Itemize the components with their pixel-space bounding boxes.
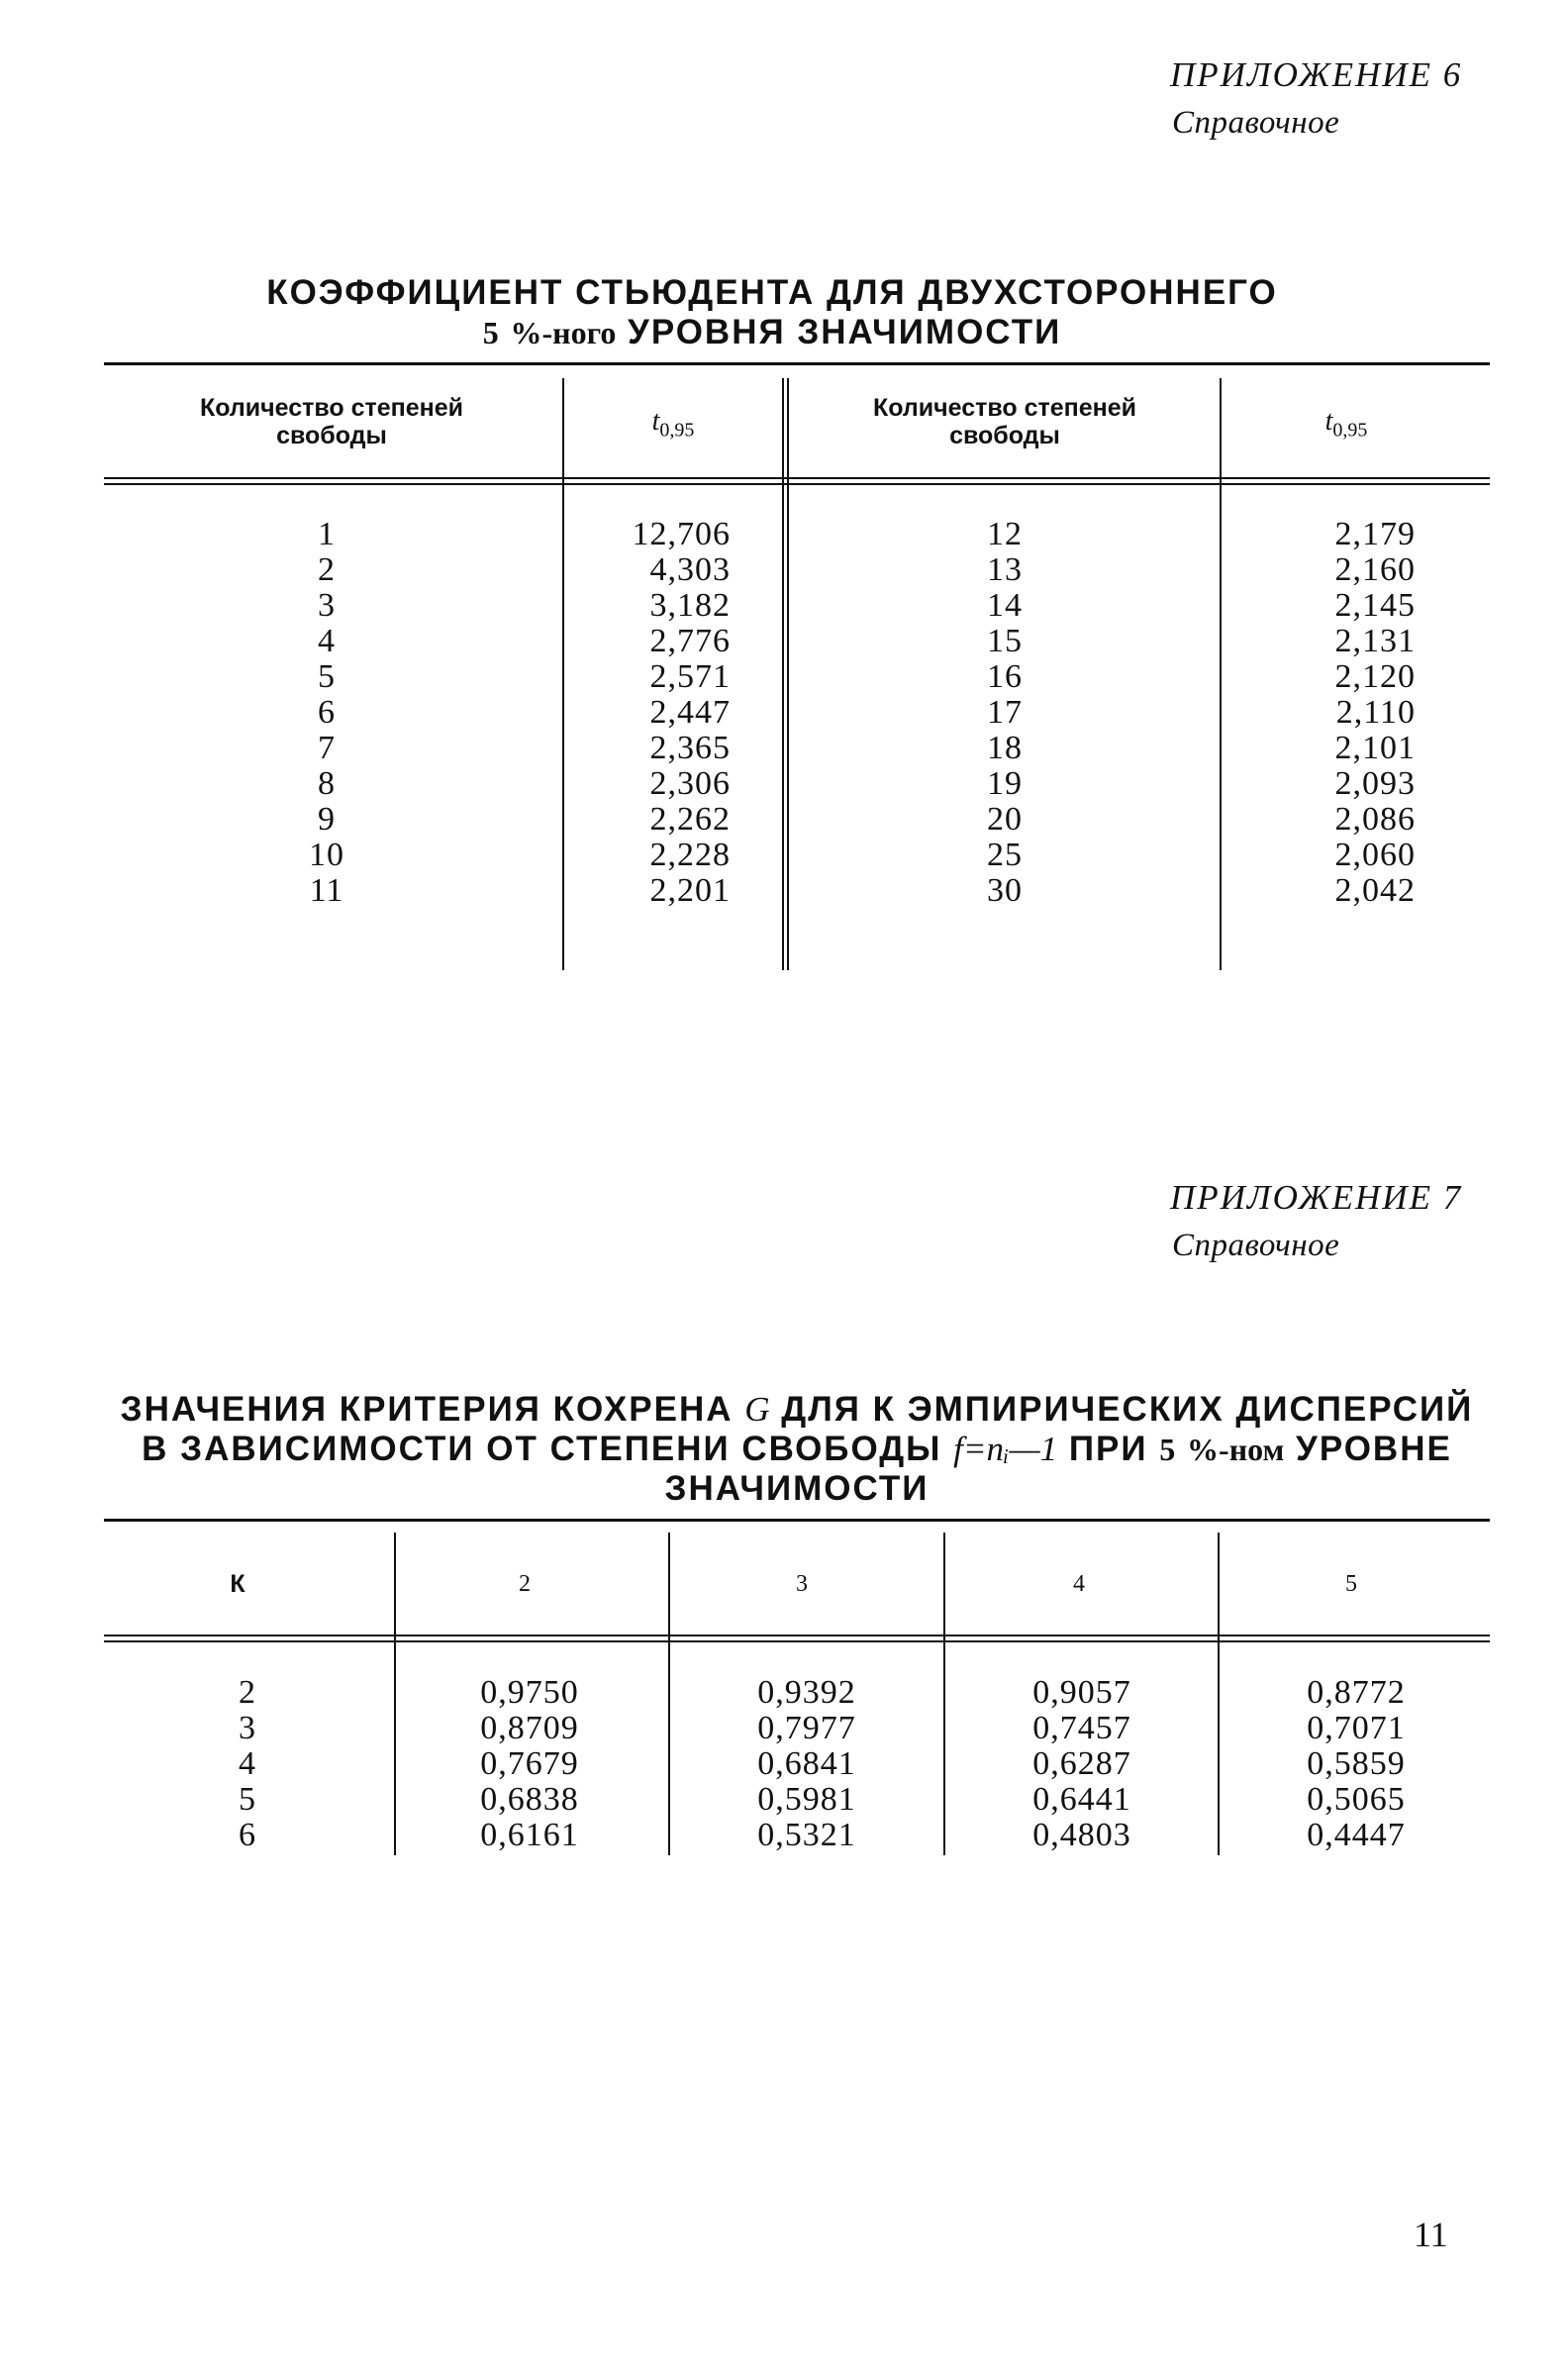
table2-cell-k: 4 xyxy=(239,1745,256,1782)
table1-header-rule-a xyxy=(104,477,1490,479)
table1-cell-t: 2,776 xyxy=(649,623,731,659)
table1-cell-dof: 20 xyxy=(987,801,1023,838)
table2-cell-value: 0,7977 xyxy=(757,1710,856,1746)
table1-cell-t: 2,131 xyxy=(1334,623,1416,659)
table2-cell-value: 0,5321 xyxy=(757,1817,856,1853)
table1-cell-dof: 7 xyxy=(318,730,336,766)
table2-cell-value: 0,6287 xyxy=(1032,1745,1131,1782)
table1-cell-dof: 15 xyxy=(987,623,1023,659)
table2-cell-value: 0,7071 xyxy=(1307,1710,1406,1746)
table1-cell-dof: 4 xyxy=(318,623,336,659)
table1-title-rest: УРОВНЯ ЗНАЧИМОСТИ xyxy=(628,313,1062,351)
table1-cell-t: 4,303 xyxy=(649,551,731,588)
table2-title-part4: ПРИ xyxy=(1068,1430,1148,1468)
table2-title-line1 xyxy=(104,1390,1490,1430)
table1-header-t-right xyxy=(1267,408,1425,445)
page-number: 11 xyxy=(1414,2215,1448,2254)
table1-divider-3 xyxy=(1220,378,1222,970)
table1-cell-dof: 1 xyxy=(318,516,336,552)
table2-title-part5: УРОВНЕ xyxy=(1296,1430,1452,1468)
table2-header-5: 5 xyxy=(1345,1571,1357,1597)
table1-cell-t: 2,110 xyxy=(1335,694,1416,731)
table1-cell-dof: 18 xyxy=(987,730,1023,766)
table1-right-t-column xyxy=(1257,517,1416,909)
table1-header-dof-right: Количество степеней свободы xyxy=(872,394,1137,449)
table2-cell-value: 0,9057 xyxy=(1032,1674,1131,1711)
appendix-6-title: ПРИЛОЖЕНИЕ 6 xyxy=(1170,55,1463,94)
table2-cell-value: 0,8709 xyxy=(480,1710,579,1746)
table1-top-rule xyxy=(104,362,1490,365)
table1-cell-t: 12,706 xyxy=(632,516,731,552)
table2-col3 xyxy=(733,1675,881,1853)
table1-cell-dof: 25 xyxy=(987,837,1023,873)
table1-cell-t: 2,571 xyxy=(649,658,731,695)
table2-cell-k: 5 xyxy=(239,1781,256,1818)
appendix-7-title: ПРИЛОЖЕНИЕ 7 xyxy=(1170,1178,1463,1217)
table1-left-t-column xyxy=(574,517,731,909)
table2-cell-value: 0,7457 xyxy=(1032,1710,1131,1746)
table1-header-dof-left: Количество степеней свободы xyxy=(199,394,464,449)
appendix-7-subtitle: Справочное xyxy=(1172,1228,1340,1263)
table1-title xyxy=(158,273,1386,352)
table1-title-line2 xyxy=(158,313,1386,352)
table1-cell-dof: 10 xyxy=(309,837,344,873)
table1-cell-t: 2,365 xyxy=(649,730,731,766)
table1-cell-t: 2,201 xyxy=(649,872,731,909)
table2-title xyxy=(104,1390,1490,1509)
table1-cell-t: 2,160 xyxy=(1334,551,1416,588)
table1-cell-dof: 8 xyxy=(318,765,336,802)
table2-k-column xyxy=(218,1675,277,1853)
table1-cell-dof: 13 xyxy=(987,551,1023,588)
table1-cell-t: 2,447 xyxy=(649,694,731,731)
t-sub: 0,95 xyxy=(1332,419,1368,442)
table2-cell-value: 0,9750 xyxy=(480,1674,579,1711)
table1-header-rule-b xyxy=(104,483,1490,485)
table1-title-num: 5 xyxy=(482,315,499,350)
table1-cell-dof: 6 xyxy=(318,694,336,731)
table2-cell-value: 0,8772 xyxy=(1307,1674,1406,1711)
table2-top-rule xyxy=(104,1519,1490,1522)
t-label: t xyxy=(651,406,660,437)
table2-cell-value: 0,6841 xyxy=(757,1745,856,1782)
table1-cell-t: 2,060 xyxy=(1334,837,1416,873)
table1-cell-t: 2,179 xyxy=(1334,516,1416,552)
table2-cell-value: 0,5859 xyxy=(1307,1745,1406,1782)
table2-cell-k: 3 xyxy=(239,1710,256,1746)
table1-cell-t: 3,182 xyxy=(649,587,731,624)
table1-cell-dof: 5 xyxy=(318,658,336,695)
table2-cell-value: 0,6161 xyxy=(480,1817,579,1853)
table2-cell-k: 6 xyxy=(239,1817,256,1853)
table2-col4 xyxy=(1008,1675,1156,1853)
table1-divider-2a xyxy=(782,378,784,970)
table1-cell-t: 2,228 xyxy=(649,837,731,873)
table2-title-pct: %-ном xyxy=(1187,1432,1285,1467)
table1-right-dof-column xyxy=(975,517,1034,909)
table1-cell-dof: 17 xyxy=(987,694,1023,731)
table1-cell-dof: 11 xyxy=(309,872,344,909)
table2-divider-1 xyxy=(394,1533,396,1855)
table2-cell-value: 0,6838 xyxy=(480,1781,579,1818)
table2-cell-value: 0,4803 xyxy=(1032,1817,1131,1853)
table1-cell-t: 2,086 xyxy=(1334,801,1416,838)
table1-cell-t: 2,306 xyxy=(649,765,731,802)
table1-title-pct: %-ного xyxy=(510,315,617,350)
table2-header-3: 3 xyxy=(796,1571,808,1597)
table2-title-part2: ДЛЯ К ЭМПИРИЧЕСКИХ ДИСПЕРСИЙ xyxy=(781,1390,1474,1429)
table1-cell-t: 2,262 xyxy=(649,801,731,838)
table2-divider-3 xyxy=(943,1533,945,1855)
table1-cell-dof: 30 xyxy=(987,872,1023,909)
table2-title-line2 xyxy=(104,1430,1490,1469)
table1-cell-t: 2,042 xyxy=(1334,872,1416,909)
table2-divider-4 xyxy=(1218,1533,1220,1855)
table1-cell-dof: 12 xyxy=(987,516,1023,552)
table1-left-dof-column xyxy=(297,517,356,909)
table2-cell-value: 0,7679 xyxy=(480,1745,579,1782)
table2-cell-value: 0,6441 xyxy=(1032,1781,1131,1818)
table1-cell-dof: 19 xyxy=(987,765,1023,802)
table1-divider-1 xyxy=(562,378,564,970)
table1-title-line1: КОЭФФИЦИЕНТ СТЬЮДЕНТА ДЛЯ ДВУХСТОРОННЕГО xyxy=(266,273,1278,312)
table1-cell-dof: 3 xyxy=(318,587,336,624)
table2-cell-value: 0,5065 xyxy=(1307,1781,1406,1818)
table2-title-line3: ЗНАЧИМОСТИ xyxy=(664,1469,930,1508)
t-sub: 0,95 xyxy=(659,419,695,442)
table1-cell-t: 2,120 xyxy=(1334,658,1416,695)
table1-cell-dof: 14 xyxy=(987,587,1023,624)
table2-divider-2 xyxy=(668,1533,670,1855)
table2-col2 xyxy=(455,1675,604,1853)
table2-cell-value: 0,5981 xyxy=(757,1781,856,1818)
table2-cell-value: 0,9392 xyxy=(757,1674,856,1711)
table2-header-2: 2 xyxy=(519,1571,531,1597)
table1-cell-dof: 2 xyxy=(318,551,336,588)
table2-title-part1: ЗНАЧЕНИЯ КРИТЕРИЯ КОХРЕНА xyxy=(120,1390,734,1429)
table2-header-4: 4 xyxy=(1073,1571,1085,1597)
table1-cell-dof: 16 xyxy=(987,658,1023,695)
table2-col5 xyxy=(1282,1675,1430,1853)
table2-header-rule-a xyxy=(104,1635,1490,1636)
appendix-7-header xyxy=(1170,1174,1462,1269)
table2-header-k: К xyxy=(230,1570,245,1598)
appendix-6-header xyxy=(1170,51,1462,147)
table2-title-g: G xyxy=(744,1390,770,1429)
table1-cell-t: 2,101 xyxy=(1334,730,1416,766)
table2-title-formula: f=nᵢ—1 xyxy=(953,1430,1058,1468)
t-label: t xyxy=(1324,406,1333,437)
table2-cell-k: 2 xyxy=(239,1674,256,1711)
table2-header-rule-b xyxy=(104,1640,1490,1642)
table1-cell-dof: 9 xyxy=(318,801,336,838)
table2-title-part3: В ЗАВИСИМОСТИ ОТ СТЕПЕНИ СВОБОДЫ xyxy=(142,1430,942,1468)
appendix-6-subtitle: Справочное xyxy=(1172,105,1340,141)
table1-header-t-left xyxy=(594,408,752,445)
table1-cell-t: 2,145 xyxy=(1334,587,1416,624)
table1-cell-t: 2,093 xyxy=(1334,765,1416,802)
table2-cell-value: 0,4447 xyxy=(1307,1817,1406,1853)
table2-title-num: 5 xyxy=(1159,1432,1176,1467)
table1-divider-2b xyxy=(787,378,789,970)
